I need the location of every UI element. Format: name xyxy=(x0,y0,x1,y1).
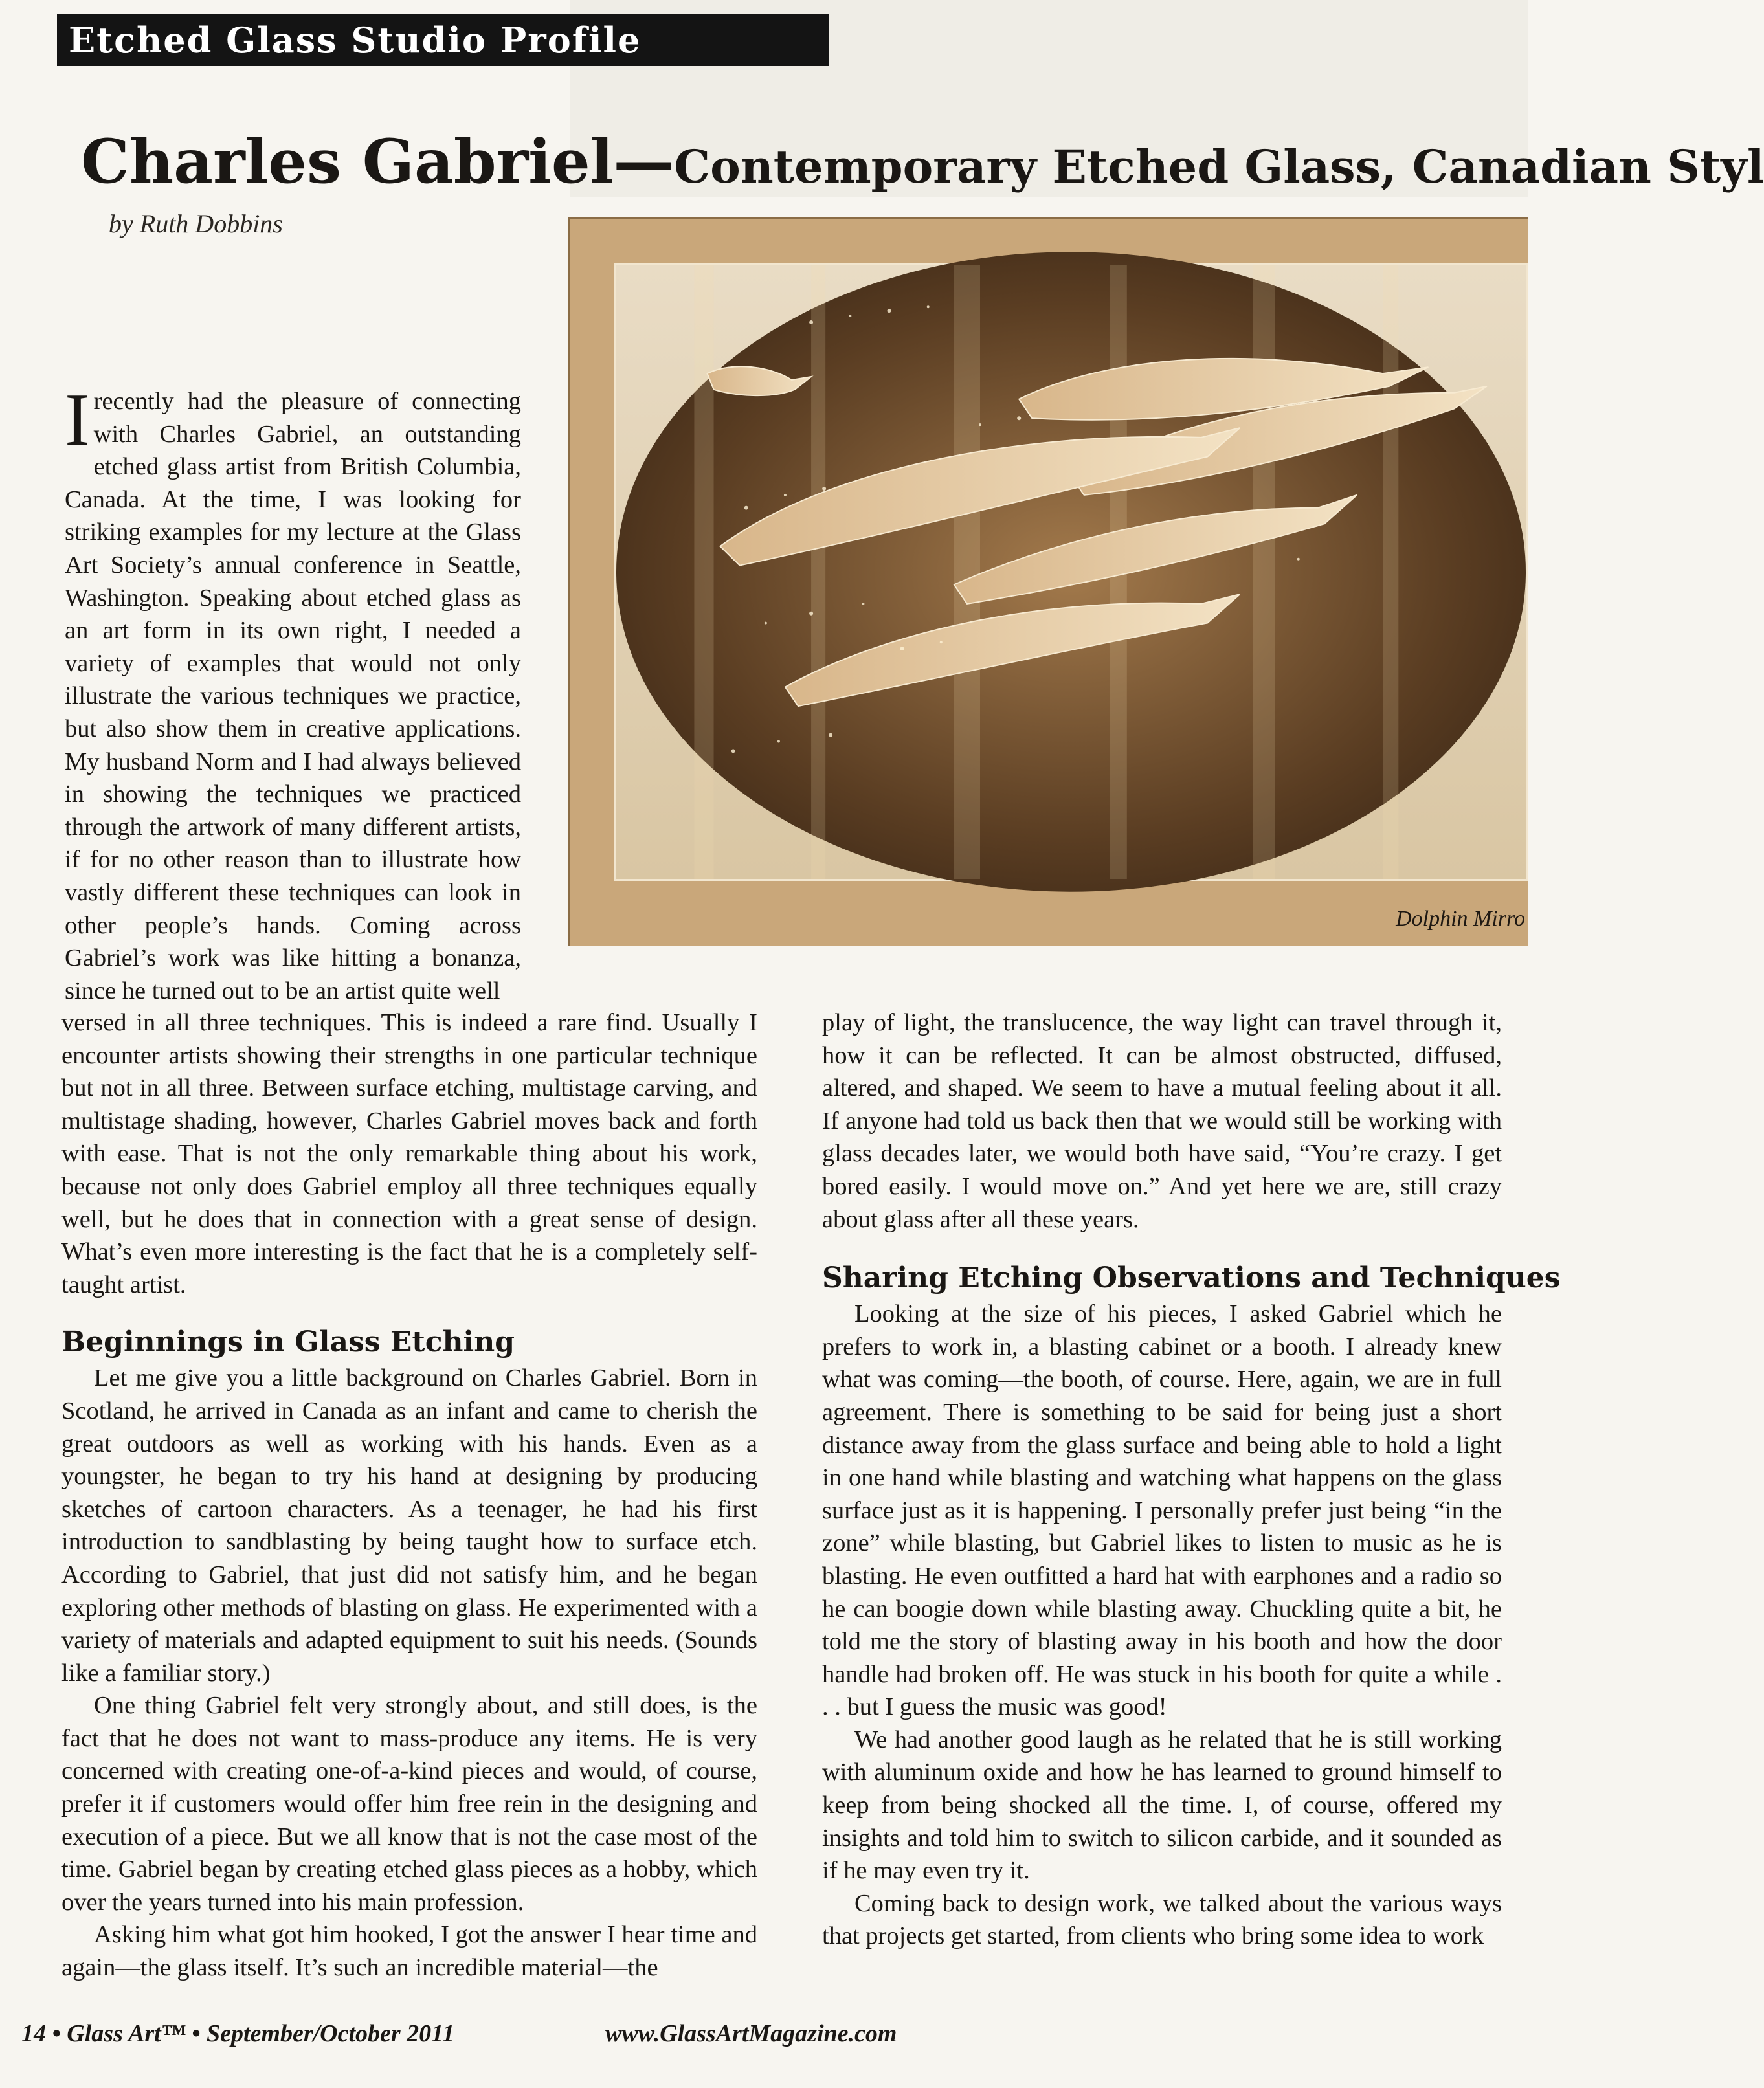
section2-paragraph-3: Coming back to design work, we talked about the various ways that projects get started, from clients who bring some idea to work xyxy=(822,1889,1502,1950)
intro-continued: versed in all three techniques. This is indeed a rare find. Usually I encounter artists showing their strengths in one particular technique but not in all three. Between surface etching, multistage carving, and multistage shading, however, Charles Gabriel moves back and forth with ease. That is not the only remarkable thing about his work, because not only does Gabriel employ all three techniques equally well, but he does that in connection with a great sense of design. What’s even more interesting is the fact that he is a completely self-taught artist. xyxy=(61,1009,757,1298)
dolphin-mirror-image xyxy=(616,265,1526,879)
article-title xyxy=(81,117,1764,207)
intro-paragraph xyxy=(65,379,521,1007)
section1-paragraph-1: Let me give you a little background on Charles Gabriel. Born in Scotland, he arrived in Canada as an infant and came to cherish the great outdoors as well as working with his hands. Even as a youngster, he began to try his hand at designing by producing sketches of cartoon characters. As a teenager, he had his first introduction to sandblasting by being taught how to surface etch. According to Gabriel, that just did not satisfy him, and he began exploring other methods of blasting on glass. He experimented with a variety of materials and adapted equipment to suit his needs. (Sounds like a familiar story.) xyxy=(61,1364,757,1687)
section2-paragraph-2: We had another good laugh as he related that he is still working with aluminum oxide and how he has learned to ground himself to keep from being shocked all the time. I, of course, offered my insights and told him to switch to silicon carbide, and it sounded as if he may even try it. xyxy=(822,1726,1502,1885)
title-subtitle: Contemporary Etched Glass, Canadian Styl xyxy=(674,140,1764,194)
photo-frame xyxy=(568,217,1528,946)
intro-text: recently had the pleasure of connecting with Charles Gabriel, an outstanding etched glass artist from British Columbia, Canada. At the time, I was looking for striking examples for my lecture at the Glass Art Society’s annual conference in Seattle, Washington. Speaking about etched glass as an art form in its own right, I needed a variety of examples that would not only illustrate the various techniques we practice, but also show them in creative applications. My husband Norm and I had always believed in showing the techniques we practiced through the artwork of many different artists, if for no other reason than to illustrate how vastly different these techniques can look in other people’s hands. Coming across Gabriel’s work was like hitting a bonanza, since he turned out to be an artist quite well xyxy=(65,388,521,1005)
dolphin-mirror-photo xyxy=(614,263,1528,881)
photo-caption: Dolphin Mirro xyxy=(1396,907,1525,931)
section2-heading: Sharing Etching Observations and Techniques xyxy=(822,1261,1561,1295)
title-name: Charles Gabriel— xyxy=(81,126,675,197)
section2-paragraph-1: Looking at the size of his pieces, I asked Gabriel which he prefers to work in, a blasting cabinet or a booth. I already knew what was coming—the booth, of course. Here, again, we are in full agreement. There is something to be said for being just a short distance away from the glass surface and being able to hold a light in one hand while blasting and watching what happens on the glass surface just as it is happening. I personally prefer just being “in the zone” while blasting, but Gabriel likes to listen to music as he is blasting. He even outfitted a hard hat with earphones and a radio so he can boogie down while blasting away. Chuckling quite a bit, he told me the story of blasting away in his booth and how the door handle had broken off. He was stuck in his booth for quite a while . . . but I guess the music was good! xyxy=(822,1300,1502,1721)
section1-heading: Beginnings in Glass Etching xyxy=(61,1326,515,1359)
section1-paragraph-3: Asking him what got him hooked, I got the answer I hear time and again—the glass itself. It’s such an incredible material—the xyxy=(61,1921,757,1982)
section-label: Etched Glass Studio Profile xyxy=(57,14,829,66)
section1-paragraph-2: One thing Gabriel felt very strongly about, and still does, is the fact that he does not want to mass-produce any items. He is very concerned with creating one-of-a-kind pieces and would, of course, prefer it if customers would offer him free rein in the designing and execution of a piece. But we all know that is not the case most of the time. Gabriel began by creating etched glass pieces as a hobby, which over the years turned into his main profession. xyxy=(61,1692,757,1916)
page-folio: 14 • Glass Art™ • September/October 2011 xyxy=(21,2020,455,2047)
drop-cap: I xyxy=(65,379,90,461)
byline: by Ruth Dobbins xyxy=(109,209,283,238)
col2-paragraph-1: play of light, the translucence, the way light can travel through it, how it can be reflected. It can be almost obstructed, diffused, altered, and shaped. We seem to have a mutual feeling about it all. If anyone had told us back then that we would still be working with glass decades later, we would both have said, “You’re crazy. I get bored easily. I would move on.” And yet here we are, still crazy about glass after all these years. xyxy=(822,1009,1502,1233)
magazine-url: www.GlassArtMagazine.com xyxy=(605,2020,897,2047)
column-right xyxy=(822,1006,1561,1953)
column-left xyxy=(61,1006,757,1984)
